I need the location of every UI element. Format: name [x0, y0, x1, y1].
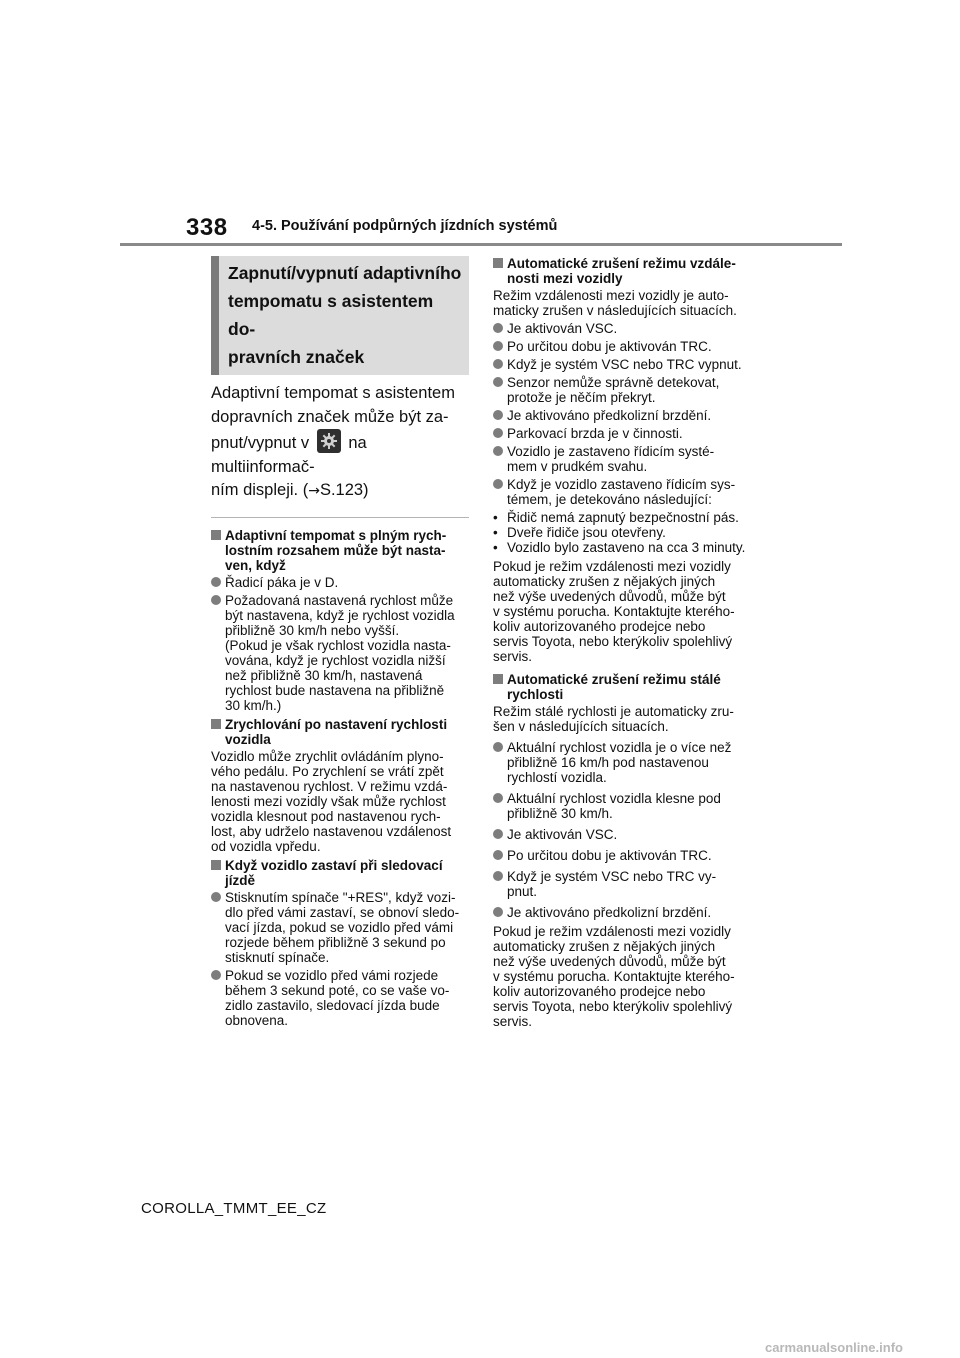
- intro-text: na multiinformač-: [211, 434, 367, 476]
- bullet-line: rozjede během přibližně 3 sekund po: [225, 934, 446, 950]
- bullet-line: rychlost bude nastavena na přibližně: [225, 682, 445, 698]
- bullet-item: [493, 426, 755, 441]
- intro-line: dopravních značek může být za-: [211, 407, 449, 426]
- paragraph-line: šen v následujících situacích.: [493, 719, 669, 734]
- heading-line: jízdě: [225, 872, 256, 888]
- section-title-line: tempomatu s asistentem do-: [228, 291, 434, 339]
- square-bullet-icon: [493, 258, 503, 268]
- heading-line: lostním rozsahem může být nasta-: [225, 542, 446, 558]
- bullet-item: [493, 740, 755, 785]
- circle-bullet-icon: [493, 742, 503, 752]
- circle-bullet-icon: [493, 907, 503, 917]
- circle-bullet-icon: [493, 410, 503, 420]
- page-reference-link[interactable]: S.123): [319, 481, 369, 499]
- heading-line: ven, když: [225, 557, 286, 573]
- bullet-item: [211, 968, 469, 1028]
- paragraph-line: servis Toyota, nebo kterýkoliv spolehlivý: [493, 634, 733, 649]
- circle-bullet-icon: [493, 323, 503, 333]
- bullet-item: [493, 791, 755, 821]
- bullet-line: Pokud se vozidlo před vámi rozjede: [225, 967, 439, 983]
- bullet-line: Je aktivováno předkolizní brzdění.: [507, 408, 712, 423]
- bullet-line: rychlostí vozidla.: [507, 770, 607, 785]
- bullet-line: Aktuální rychlost vozidla klesne pod: [507, 791, 721, 806]
- subheading: [211, 528, 469, 573]
- paragraph-line: automaticky zrušen z nějakých jiných: [493, 939, 716, 954]
- bullet-line: Když je systém VSC nebo TRC vypnut.: [507, 357, 742, 372]
- chapter-title: 4-5. Používání podpůrných jízdních systémů: [252, 218, 558, 234]
- bullet-line: Řadicí páka je v D.: [225, 574, 339, 590]
- heading-line: Automatické zrušení režimu stálé: [507, 672, 721, 687]
- bullet-line: vací jízda, pokud se vozidlo před vámi: [225, 919, 454, 935]
- paragraph: [493, 288, 755, 318]
- bullet-item: [493, 339, 755, 354]
- circle-bullet-icon: [493, 341, 503, 351]
- circle-bullet-icon: [211, 970, 221, 980]
- paragraph: [211, 749, 469, 854]
- intro-line: Adaptivní tempomat s asistentem: [211, 384, 455, 402]
- bullet-line: Aktuální rychlost vozidla je o více než: [507, 740, 732, 755]
- heading-line: vozidla: [225, 731, 271, 747]
- paragraph-line: od vozidla vpředu.: [211, 838, 321, 854]
- bullet-line: dlo před vámi zastaví, se obnoví sledo-: [225, 904, 460, 920]
- circle-bullet-icon: [493, 793, 503, 803]
- arrow-icon: →: [308, 483, 320, 499]
- circle-bullet-icon: [493, 377, 503, 387]
- section-title-line: Zapnutí/vypnutí adaptivního: [228, 263, 462, 283]
- paragraph-line: Vozidlo může zrychlit ovládáním plyno-: [211, 748, 444, 764]
- bullet-line: přibližně 30 km/h nebo vyšší.: [225, 622, 400, 638]
- bullet-item: [211, 890, 469, 965]
- sub-item-text: Řidič nemá zapnutý bezpečnostní pás.: [507, 510, 739, 525]
- circle-bullet-icon: [493, 850, 503, 860]
- paragraph-line: Režim vzdálenosti mezi vozidly je auto-: [493, 288, 729, 303]
- dot-marker-icon: •: [493, 540, 498, 555]
- paragraph-line: v systému porucha. Kontaktujte kterého-: [493, 604, 735, 619]
- paragraph-line: vozidla klesnout pod nastavenou rych-: [211, 808, 441, 824]
- bullet-line: být nastavena, když je rychlost vozidla: [225, 607, 455, 623]
- bullet-item: [493, 848, 755, 863]
- heading-line: Zrychlování po nastavení rychlosti: [225, 716, 448, 732]
- circle-bullet-icon: [211, 892, 221, 902]
- bullet-line: pnut.: [507, 884, 538, 899]
- sub-item-text: Dveře řidiče jsou otevřeny.: [507, 525, 666, 540]
- section-title: [211, 256, 469, 375]
- bullet-line: Parkovací brzda je v činnosti.: [507, 426, 683, 441]
- bullet-line: Je aktivován VSC.: [507, 321, 618, 336]
- intro-text: pnut/vypnut v: [211, 434, 310, 452]
- paragraph-line: v systému porucha. Kontaktujte kterého-: [493, 969, 735, 984]
- bullet-line: témem, je detekováno následující:: [507, 492, 712, 507]
- circle-bullet-icon: [211, 577, 221, 587]
- square-bullet-icon: [211, 860, 221, 870]
- circle-bullet-icon: [493, 428, 503, 438]
- square-bullet-icon: [211, 719, 221, 729]
- left-column: [211, 256, 469, 1031]
- bullet-item: [493, 321, 755, 336]
- paragraph: [493, 559, 755, 664]
- bullet-line: (Pokud je však rychlost vozidla nasta-: [225, 637, 451, 653]
- bullet-line: vována, když je rychlost vozidla nižší: [225, 652, 446, 668]
- square-bullet-icon: [493, 674, 503, 684]
- bullet-line: Vozidlo je zastaveno řídicím systé-: [507, 444, 715, 459]
- paragraph-line: než výše uvedených důvodů, může být: [493, 954, 726, 969]
- paragraph-line: servis.: [493, 649, 533, 664]
- paragraph-line: servis.: [493, 1014, 533, 1029]
- circle-bullet-icon: [493, 871, 503, 881]
- paragraph-line: lost, aby udrželo nastavenou vzdálenost: [211, 823, 452, 839]
- circle-bullet-icon: [493, 359, 503, 369]
- bullet-line: obnovena.: [225, 1012, 289, 1028]
- subheading: [493, 672, 755, 702]
- sub-item: [493, 540, 755, 555]
- right-column: [493, 256, 755, 1032]
- circle-bullet-icon: [493, 446, 503, 456]
- paragraph-line: koliv autorizovaného prodejce nebo: [493, 984, 706, 999]
- page-number: 338: [186, 214, 228, 241]
- subheading: [211, 858, 469, 888]
- bullet-line: protože je něčím překryt.: [507, 390, 656, 405]
- subheading: [493, 256, 755, 286]
- heading-line: Když vozidlo zastaví při sledovací: [225, 857, 443, 873]
- intro-text: ním displeji. (: [211, 481, 309, 499]
- bullet-line: mem v prudkém svahu.: [507, 459, 648, 474]
- section-title-line: pravních značek: [228, 347, 365, 367]
- bullet-item: [493, 444, 755, 474]
- bullet-line: Stisknutím spínače "+RES", když vozi-: [225, 889, 456, 905]
- sub-item: [493, 525, 755, 540]
- header-rule: [120, 243, 842, 246]
- paragraph-line: na nastavenou rychlost. V režimu vzdá-: [211, 778, 448, 794]
- bullet-item: [211, 575, 469, 590]
- circle-bullet-icon: [493, 829, 503, 839]
- watermark: carmanualsonline.info: [765, 1340, 903, 1355]
- bullet-item: [493, 357, 755, 372]
- bullet-item: [493, 827, 755, 842]
- bullet-line: Po určitou dobu je aktivován TRC.: [507, 339, 712, 354]
- intro-paragraph: [211, 382, 469, 504]
- bullet-line: během 3 sekund poté, co se vaše vo-: [225, 982, 450, 998]
- bullet-line: zidlo zastavilo, sledovací jízda bude: [225, 997, 440, 1013]
- subheading: [211, 717, 469, 747]
- bullet-item: [493, 869, 755, 899]
- paragraph-line: než výše uvedených důvodů, může být: [493, 589, 726, 604]
- paragraph-line: vého pedálu. Po zrychlení se vrátí zpět: [211, 763, 444, 779]
- bullet-line: Požadovaná nastavená rychlost může: [225, 592, 454, 608]
- bullet-line: přibližně 30 km/h.: [507, 806, 613, 821]
- circle-bullet-icon: [493, 479, 503, 489]
- bullet-line: Je aktivováno předkolizní brzdění.: [507, 905, 712, 920]
- bullet-line: Senzor nemůže správně detekovat,: [507, 375, 720, 390]
- sub-item: [493, 510, 755, 525]
- heading-line: rychlosti: [507, 687, 564, 702]
- bullet-item: [493, 905, 755, 920]
- paragraph-line: automaticky zrušen z nějakých jiných: [493, 574, 716, 589]
- paragraph-line: Pokud je režim vzdálenosti mezi vozidly: [493, 924, 731, 939]
- dot-marker-icon: •: [493, 525, 498, 540]
- paragraph-line: servis Toyota, nebo kterýkoliv spolehlivý: [493, 999, 733, 1014]
- square-bullet-icon: [211, 530, 221, 540]
- document-code: COROLLA_TMMT_EE_CZ: [141, 1200, 327, 1217]
- bullet-line: přibližně 16 km/h pod nastavenou: [507, 755, 709, 770]
- heading-line: Automatické zrušení režimu vzdále-: [507, 256, 736, 271]
- circle-bullet-icon: [211, 595, 221, 605]
- bullet-item: [211, 593, 469, 713]
- dot-marker-icon: •: [493, 510, 498, 525]
- bullet-item: [493, 375, 755, 405]
- bullet-line: než přibližně 30 km/h, nastavená: [225, 667, 423, 683]
- bullet-line: stisknutí spínače.: [225, 949, 330, 965]
- paragraph: [493, 704, 755, 734]
- intro-line: [211, 479, 469, 504]
- paragraph-line: Pokud je režim vzdálenosti mezi vozidly: [493, 559, 731, 574]
- bullet-line: Když je systém VSC nebo TRC vy-: [507, 869, 717, 884]
- heading-line: nosti mezi vozidly: [507, 271, 623, 286]
- gear-settings-icon: [317, 429, 341, 453]
- bullet-line: Je aktivován VSC.: [507, 827, 618, 842]
- paragraph-line: lenosti mezi vozidly však může rychlost: [211, 793, 446, 809]
- heading-line: Adaptivní tempomat s plným rych-: [225, 527, 447, 543]
- sub-item-text: Vozidlo bylo zastaveno na cca 3 minuty.: [507, 540, 746, 555]
- divider: [211, 517, 469, 518]
- bullet-item: [493, 477, 755, 507]
- paragraph: [493, 924, 755, 1029]
- intro-line: [211, 429, 469, 479]
- bullet-line: Když je vozidlo zastaveno řídicím sys-: [507, 477, 736, 492]
- bullet-item: [493, 408, 755, 423]
- paragraph-line: Režim stálé rychlosti je automaticky zru-: [493, 704, 734, 719]
- bullet-line: 30 km/h.): [225, 697, 282, 713]
- bullet-line: Po určitou dobu je aktivován TRC.: [507, 848, 712, 863]
- paragraph-line: koliv autorizovaného prodejce nebo: [493, 619, 706, 634]
- paragraph-line: maticky zrušen v následujících situacích.: [493, 303, 737, 318]
